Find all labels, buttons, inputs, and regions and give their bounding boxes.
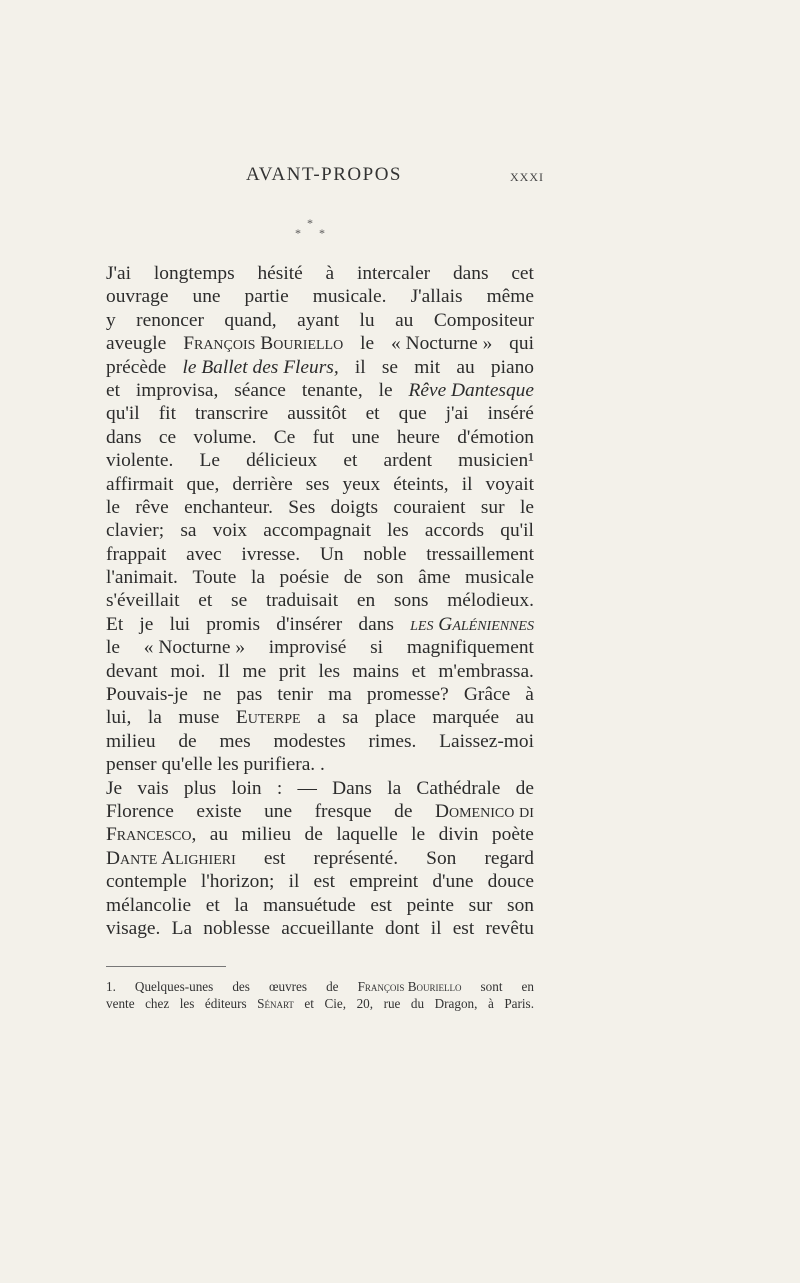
body-word: mes	[219, 730, 251, 752]
body-word: promesse?	[366, 684, 449, 706]
body-word: piano	[490, 356, 534, 378]
body-line	[106, 777, 534, 800]
body-word: ma	[328, 684, 352, 706]
body-word: les Galéniennes	[410, 613, 534, 635]
body-word: heure	[396, 426, 440, 448]
body-word: Le	[199, 450, 220, 472]
body-word: l'animait.	[106, 567, 178, 589]
body-word: au	[395, 309, 414, 331]
body-word: dans	[452, 263, 489, 284]
body-word: est	[313, 871, 336, 893]
body-word: longtemps	[153, 263, 235, 284]
body-line	[106, 636, 534, 659]
body-word: penser qu'elle les purifiera. .	[106, 754, 325, 776]
body-word: sons	[393, 590, 429, 612]
body-word: clavier;	[106, 520, 165, 542]
body-text	[106, 262, 534, 940]
body-word: La	[171, 917, 193, 939]
body-word: au	[456, 356, 475, 378]
body-word: tenante,	[301, 379, 363, 401]
footnote-word: œuvres	[268, 979, 308, 994]
body-word: :	[276, 777, 283, 799]
body-line	[106, 262, 534, 285]
body-word: que	[398, 403, 427, 425]
body-word: avec	[186, 543, 222, 565]
body-word: Florence	[106, 800, 174, 822]
body-word: yeux	[342, 473, 381, 495]
body-word: laquelle	[336, 824, 398, 846]
body-word: inséré	[487, 403, 534, 425]
body-line	[106, 894, 534, 917]
body-word: devant	[106, 660, 158, 682]
body-word: affirmait	[106, 473, 174, 495]
body-word: les	[318, 660, 341, 682]
body-line	[106, 706, 534, 729]
body-word: qu'il	[500, 520, 534, 542]
body-word: la	[147, 707, 162, 729]
body-word: musicale	[465, 567, 534, 589]
body-word: le	[519, 496, 534, 518]
body-word: dans	[106, 426, 142, 448]
footnote-word: Cie,	[324, 996, 347, 1011]
body-word: il	[354, 356, 366, 378]
body-word: plus	[183, 777, 217, 799]
body-line	[106, 473, 534, 496]
body-word: Je	[106, 777, 123, 799]
body-word: mansuétude	[263, 894, 356, 916]
body-line	[106, 356, 534, 379]
body-word: improvisa,	[135, 379, 219, 401]
body-word: derrière	[232, 473, 293, 495]
body-word: divin	[438, 824, 479, 846]
body-word: sa	[180, 520, 197, 542]
body-word: aveugle	[106, 333, 167, 355]
body-word: accueillante	[281, 917, 374, 939]
body-line	[106, 402, 534, 425]
body-word: et	[411, 660, 426, 682]
body-word: tenir	[277, 684, 313, 706]
body-word: se	[381, 356, 399, 378]
body-word: il	[430, 917, 442, 939]
body-word: le	[106, 637, 120, 659]
footnote-word: éditeurs	[204, 996, 247, 1011]
body-word: une	[264, 800, 293, 822]
body-line	[106, 589, 534, 612]
body-word: âme	[418, 567, 451, 589]
body-word: Pouvais-je	[106, 684, 188, 706]
body-word: regard	[484, 847, 534, 869]
body-word: violente.	[106, 450, 174, 472]
body-line	[106, 683, 534, 706]
footnote-word: des	[232, 979, 250, 994]
body-line	[106, 309, 534, 332]
body-line	[106, 332, 534, 355]
body-word: à	[325, 263, 335, 284]
body-word: Rêve Dantesque	[408, 379, 534, 401]
page-number: XXXI	[510, 170, 544, 184]
body-word: enchanteur.	[184, 496, 273, 518]
footnote	[106, 978, 534, 1012]
body-line	[106, 917, 534, 940]
body-word: d'une	[432, 871, 474, 893]
body-word: moi.	[170, 660, 206, 682]
body-word: dans	[358, 613, 394, 635]
body-word: visage.	[106, 917, 161, 939]
footnote-word: du	[410, 996, 425, 1011]
body-word: au	[209, 824, 229, 846]
body-word: Dans	[332, 777, 372, 799]
body-word: marquée	[432, 707, 500, 729]
body-word: et	[198, 590, 213, 612]
body-word: lu	[359, 309, 375, 331]
body-word: sa	[342, 707, 359, 729]
body-word: noblesse	[203, 917, 271, 939]
body-word: est	[263, 847, 286, 869]
body-word: il	[461, 473, 473, 495]
body-word: sur	[468, 894, 493, 916]
body-word: tressaillement	[426, 543, 534, 565]
body-word: si	[370, 637, 384, 659]
body-word: modestes	[273, 730, 346, 752]
body-word: à	[525, 684, 534, 706]
body-word: vais	[137, 777, 169, 799]
body-word: frappait	[106, 543, 167, 565]
footnote-line	[106, 978, 534, 995]
body-word: noble	[363, 543, 407, 565]
body-word: est	[452, 917, 475, 939]
body-word: se	[231, 590, 248, 612]
body-word: la	[234, 894, 249, 916]
footnote-word: de	[326, 979, 339, 994]
body-word: les	[387, 520, 409, 542]
body-word: Son	[426, 847, 457, 869]
body-word: poésie	[279, 567, 330, 589]
body-line	[106, 519, 534, 542]
body-word: rimes.	[368, 730, 417, 752]
body-word: précède	[106, 356, 167, 378]
body-word: musicien¹	[458, 450, 534, 472]
body-word: Cathédrale	[416, 777, 501, 799]
footnote-word: les	[179, 996, 195, 1011]
body-word: cet	[511, 263, 534, 284]
body-word: le	[106, 496, 120, 518]
body-word: empreint	[349, 871, 419, 893]
body-line	[106, 823, 534, 846]
body-word: fresque	[314, 800, 372, 822]
body-line	[106, 566, 534, 589]
body-word: Grâce	[463, 684, 511, 706]
body-word: lui	[169, 613, 191, 635]
body-word: de	[178, 730, 197, 752]
body-word: et	[365, 403, 380, 425]
body-word: ayant	[297, 309, 340, 331]
body-word: ivresse.	[241, 543, 301, 565]
running-title: AVANT-PROPOS	[246, 164, 402, 185]
body-line	[106, 543, 534, 566]
body-line	[106, 285, 534, 308]
body-word: « Nocturne »	[391, 333, 493, 355]
footnote-line	[106, 995, 534, 1012]
body-word: d'émotion	[457, 426, 534, 448]
body-word: il	[288, 871, 300, 893]
asterism-star-top: *	[307, 216, 313, 230]
body-line	[106, 660, 534, 683]
body-word: ardent	[383, 450, 432, 472]
body-word: et	[205, 894, 220, 916]
body-word: et	[343, 450, 358, 472]
body-word: une	[351, 426, 380, 448]
body-word: la	[387, 777, 402, 799]
body-word: me	[242, 660, 267, 682]
body-word: intercaler	[356, 263, 431, 284]
body-word: est	[370, 894, 392, 916]
body-word: voyait	[485, 473, 534, 495]
footnote-word: Sénart	[257, 996, 294, 1011]
body-word: qu'il	[106, 403, 140, 425]
body-word: éteints,	[393, 473, 449, 495]
body-word: le	[378, 379, 393, 401]
body-word: et	[106, 379, 120, 401]
footnote-word: Paris.	[504, 996, 534, 1011]
body-word: loin	[231, 777, 262, 799]
footnote-rule	[106, 966, 226, 967]
body-word: accompagnait	[263, 520, 371, 542]
footnote-word: 1.	[106, 979, 116, 994]
body-word: ses	[305, 473, 330, 495]
footnote-word: en	[521, 979, 534, 994]
body-word: « Nocturne »	[143, 637, 246, 659]
footnote-word: Dragon,	[434, 996, 478, 1011]
body-word: pas	[236, 684, 263, 706]
body-word: volume.	[193, 426, 257, 448]
body-word: François Bouriello	[183, 333, 344, 355]
body-word: une	[192, 286, 221, 308]
body-line	[106, 613, 534, 636]
body-word: lui,	[106, 707, 132, 729]
body-word: traduisait	[265, 590, 339, 612]
body-word: séance	[234, 379, 286, 401]
body-word: le Ballet des Fleurs,	[182, 356, 339, 378]
asterism-star-right: *	[319, 226, 325, 240]
body-word: poète	[491, 824, 534, 846]
footnote-word: vente	[106, 996, 135, 1011]
footnote-word: à	[487, 996, 494, 1011]
body-word: je	[139, 613, 154, 635]
body-word: J'ai	[106, 263, 132, 284]
body-word: mit	[414, 356, 441, 378]
body-word: Toute	[192, 567, 237, 589]
body-line	[106, 800, 534, 823]
body-word: de	[343, 567, 362, 589]
body-word: partie	[244, 286, 289, 308]
body-word: de	[304, 824, 323, 846]
body-word: d'insérer	[276, 613, 343, 635]
footnote-word: et	[304, 996, 314, 1011]
body-word: magnifiquement	[406, 637, 534, 659]
body-word: peinte	[406, 894, 454, 916]
body-line	[106, 449, 534, 472]
body-word: Euterpe	[235, 707, 301, 729]
body-word: J'allais	[410, 286, 463, 308]
body-word: le	[360, 333, 375, 355]
footnote-word: chez	[145, 996, 170, 1011]
asterism-ornament	[295, 216, 355, 256]
body-word: ne	[203, 684, 222, 706]
body-word: milieu	[241, 824, 292, 846]
footnote-word: Quelques-unes	[134, 979, 214, 994]
body-word: couraient	[393, 496, 466, 518]
footnote-word: sont	[480, 979, 503, 994]
body-line	[106, 730, 534, 753]
body-word: son	[376, 567, 404, 589]
body-word: s'éveillait	[106, 590, 180, 612]
body-word: ce	[158, 426, 177, 448]
body-word: quand,	[224, 309, 277, 331]
body-word: j'ai	[445, 403, 469, 425]
body-word: qui	[509, 333, 534, 355]
body-word: voix	[212, 520, 248, 542]
body-word: transcrire	[195, 403, 269, 425]
body-word: milieu	[106, 730, 156, 752]
body-word: mains	[352, 660, 400, 682]
body-word: en	[356, 590, 376, 612]
body-line	[106, 379, 534, 402]
body-word: Francesco,	[106, 824, 197, 846]
body-word: m'embrassa.	[438, 660, 534, 682]
body-word: mélancolie	[106, 894, 192, 916]
body-word: prit	[278, 660, 306, 682]
body-word: hésité	[257, 263, 303, 284]
body-word: promis	[206, 613, 261, 635]
body-line	[106, 426, 534, 449]
body-word: douce	[487, 871, 534, 893]
body-word: sur	[480, 496, 505, 518]
footnote-word: 20,	[356, 996, 374, 1011]
body-word: accords	[424, 520, 485, 542]
body-word: —	[297, 777, 317, 799]
body-word: au	[515, 707, 534, 729]
body-word: délicieux	[246, 450, 318, 472]
body-word: improvisé	[268, 637, 347, 659]
body-word: Compositeur	[433, 309, 534, 331]
footnote-word: François Bouriello	[357, 979, 462, 994]
body-word: le	[411, 824, 426, 846]
body-word: Ses	[288, 496, 316, 518]
body-word: Domenico di	[434, 800, 534, 822]
body-word: même	[486, 286, 534, 308]
body-word: renoncer	[136, 309, 204, 331]
footnote-word: rue	[383, 996, 401, 1011]
body-word: son	[507, 894, 534, 916]
body-word: aussitôt	[287, 403, 347, 425]
body-line	[106, 847, 534, 870]
body-word: que,	[186, 473, 220, 495]
body-word: dont	[385, 917, 420, 939]
body-line	[106, 496, 534, 519]
body-word: de	[394, 800, 413, 822]
body-word: Et	[106, 613, 124, 635]
body-word: musicale.	[312, 286, 387, 308]
body-word: Laissez-moi	[439, 730, 534, 752]
body-word: l'horizon;	[200, 871, 275, 893]
body-word: ouvrage	[106, 286, 169, 308]
body-word: mélodieux.	[447, 590, 534, 612]
body-line	[106, 753, 534, 776]
body-word: doigts	[330, 496, 379, 518]
body-word: rêve	[135, 496, 169, 518]
asterism-star-left: *	[295, 226, 301, 240]
body-word: représenté.	[313, 847, 399, 869]
body-word: a	[317, 707, 326, 729]
body-line	[106, 870, 534, 893]
body-word: existe	[196, 800, 242, 822]
body-word: muse	[178, 707, 220, 729]
body-word: de	[515, 777, 534, 799]
body-word: fut	[312, 426, 335, 448]
body-word: Un	[319, 543, 344, 565]
body-word: contemple	[106, 871, 187, 893]
body-word: Dante Alighieri	[106, 847, 236, 869]
body-word: Il	[218, 660, 230, 682]
body-word: place	[374, 707, 416, 729]
body-word: Ce	[273, 426, 296, 448]
body-word: revêtu	[485, 917, 534, 939]
body-word: la	[250, 567, 265, 589]
body-word: fit	[158, 403, 176, 425]
body-word: y	[106, 309, 116, 331]
